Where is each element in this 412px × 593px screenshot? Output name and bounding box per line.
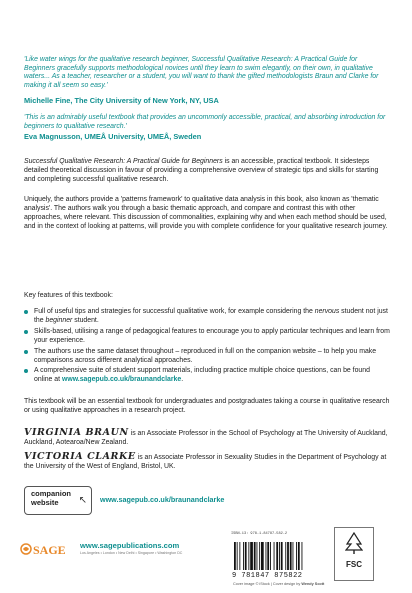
- intro-paragraph: [24, 158, 390, 185]
- isbn-text: ISBN-13: 978-1-84787-582-2: [231, 532, 288, 536]
- author-signature-braun: VIRGINIA BRAUN: [24, 427, 129, 438]
- barcode-bar: [250, 542, 253, 570]
- support-url-link[interactable]: www.sagepub.co.uk/braunandclarke: [61, 376, 182, 384]
- barcode-bar: [287, 542, 289, 570]
- barcode-bar: [274, 542, 275, 570]
- bullet-icon: [24, 310, 28, 314]
- barcode-bar: [266, 542, 267, 570]
- barcode-bar: [279, 542, 280, 570]
- barcode-bar: [234, 542, 236, 570]
- sage-logo-text: SAGE: [33, 543, 66, 557]
- intro-rest: is an accessible, practical textbook. It sidesteps detailed theoretical discussion in favour of providing a comprehensive overview of strategic tips and skills for starting and completing successful qualitative research.: [24, 158, 379, 183]
- barcode-bar: [285, 542, 286, 570]
- barcode-number: 9 781847 875822: [232, 572, 303, 580]
- website-label: website: [31, 497, 59, 507]
- feature-item: The authors use the same dataset throughout – reproduced in full on the companion website – to help you make comparisons across different analytical approaches.: [24, 348, 390, 366]
- endorsement-quote-1: 'Like water wings for the qualitative research beginner, Successful Qualitative Research: A Practical Guide for Beginners gracefully supports methodological novices until they learn to swim elegantly, on their own, in qualitative waters... As a teacher, researcher or a student, you will want to thank the gifted methodologists Braun and Clarke for making it all seem so easy.': [24, 56, 379, 89]
- sage-logo: [20, 541, 76, 557]
- book-title-italic: Successful Qualitative Research: A Practical Guide for Beginners: [24, 158, 223, 165]
- author-signature-clarke: VICTORIA CLARKE: [24, 451, 136, 462]
- barcode-bar: [270, 542, 271, 570]
- publisher-cities: Los Angeles • London • New Delhi • Singapore • Washington DC: [80, 551, 183, 555]
- companion-website-url[interactable]: www.sagepub.co.uk/braunandclarke: [100, 495, 225, 504]
- fsc-label: FSC: [346, 560, 362, 569]
- bullet-icon: [24, 330, 28, 334]
- companion-website-logo: [24, 486, 92, 515]
- barcode-bar: [290, 542, 292, 570]
- barcode-bar: [302, 542, 303, 570]
- barcode-bar: [257, 542, 258, 570]
- tree-icon: [345, 532, 363, 554]
- barcode-bar: [261, 542, 264, 570]
- barcode-bar: [239, 542, 240, 570]
- designer-name: Wendy Scott: [301, 582, 325, 586]
- companion-label: companion: [31, 489, 72, 498]
- barcode-bar: [267, 542, 269, 570]
- barcode-bar: [254, 542, 256, 570]
- barcode-bar: [293, 542, 294, 570]
- barcode-bar: [296, 542, 297, 570]
- endorsement-attribution-2: Eva Magnusson, UMEÅ University, UMEÅ, Sweden: [24, 132, 202, 141]
- barcode-bar: [276, 542, 278, 570]
- barcode-bar: [248, 542, 249, 570]
- barcode-bar: [298, 542, 300, 570]
- author-bio-clarke: VICTORIA CLARKE is an Associate Professor in Sexuality Studies in the Department of Psychology at the University of the West of England, Bristol, UK.: [24, 451, 387, 470]
- barcode-bar: [259, 542, 260, 570]
- audience-paragraph: This textbook will be an essential textbook for undergraduates and postgraduates taking a course in qualitative research or using qualitative approaches in a research project.: [24, 398, 390, 414]
- barcode-bar: [281, 542, 283, 570]
- feature-item: Full of useful tips and strategies for successful qualitative work, for example considering the nervous student not just the beginner student.: [24, 308, 390, 326]
- endorsement-attribution-1: Michelle Fine, The City University of New York, NY, USA: [24, 96, 219, 105]
- barcode-bar: [243, 542, 244, 570]
- cursor-arrow-icon: ↖: [78, 495, 87, 506]
- barcode-bar: [245, 542, 247, 570]
- endorsement-quote-2: 'This is an admirably useful textbook that provides an uncommonly accessible, practical, and absorbing introduction for beginners to qualitative research.': [24, 114, 386, 130]
- features-heading: Key features of this textbook:: [24, 292, 113, 299]
- barcode-bar: [237, 542, 238, 570]
- publisher-url[interactable]: www.sagepublications.com: [80, 541, 180, 550]
- cover-credits: Cover image © iStock | Cover design by Wendy Scott: [233, 582, 325, 586]
- feature-item: Skills-based, utilising a range of pedagogical features to encourage you to apply particular techniques and learn from your experience.: [24, 328, 390, 346]
- author-bio-braun: VIRGINIA BRAUN is an Associate Professor in the School of Psychology at The University of Auckland, Auckland, Aotearoa/New Zealand.: [24, 427, 388, 446]
- features-list: [24, 308, 390, 387]
- fsc-logo: [334, 527, 374, 581]
- bullet-icon: [24, 350, 28, 354]
- bullet-icon: [24, 369, 28, 373]
- feature-item: A comprehensive suite of student support materials, including practice multiple choice questions, can be found online at www.sagepub.co.uk/braunandclarke.: [24, 367, 390, 385]
- patterns-paragraph: Uniquely, the authors provide a 'patterns framework' to qualitative data analysis in this book, also known as 'thematic analysis'. The authors walk you through a basic thematic approach, and compare and contrast this with other approaches, where relevant. This discussion of commonalities, explaining why and when each method should be used, and in the context of looking at patterns, will provide you with complete confidence for your qualitative research journey.: [24, 196, 388, 230]
